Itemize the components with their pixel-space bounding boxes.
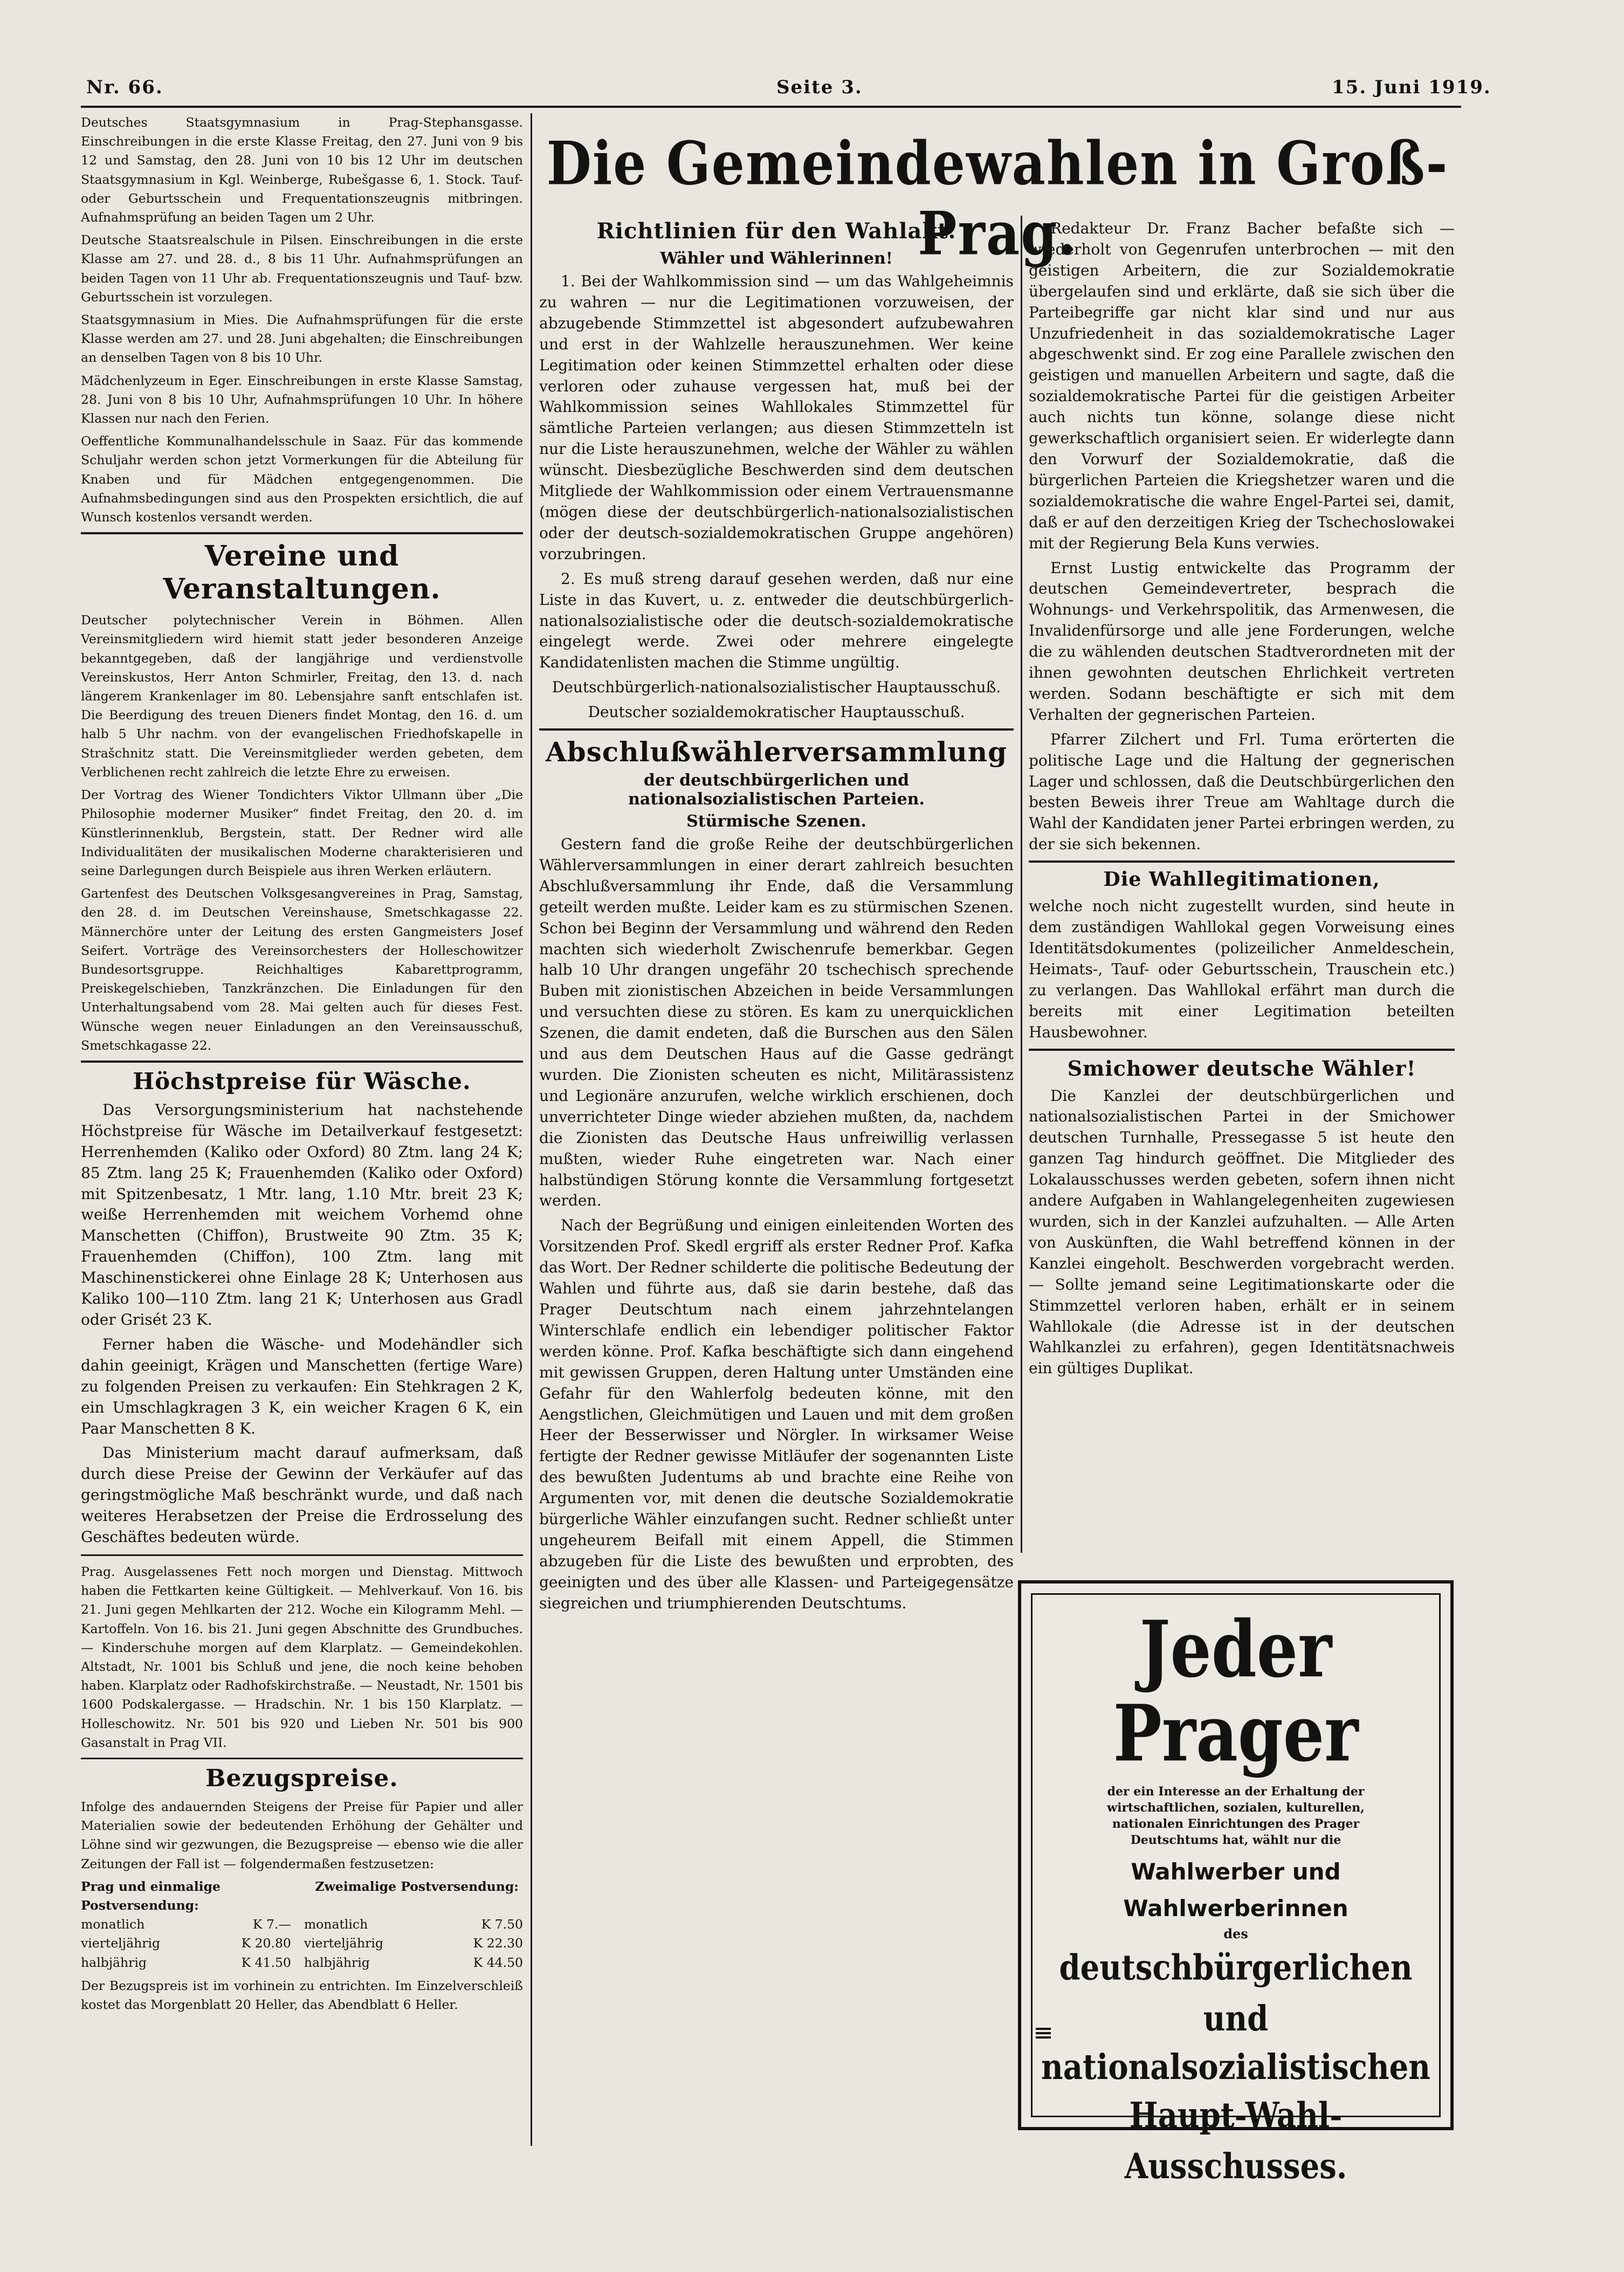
column-rule-1 [531, 113, 532, 2146]
bezugspreise-row-label: vierteljährig [81, 1936, 161, 1951]
ad-party-line-1: deutschbürgerlichen und [1059, 1947, 1413, 2040]
versammlung-paragraph: Pfarrer Zilchert und Frl. Tuma erörterten die politische Lage und die Haltung der gegnerischen Lager und schlossen, daß die Deutschbürgerlichen den besten Beweis ihrer Treue am Wahltage durch die Wahl der Kandidaten jener Partei erbringen werden, zu der sie sich bekennen. [1029, 730, 1455, 853]
bezugspreise-row [81, 1934, 523, 1953]
signature-2: Deutscher sozialdemokratischer Hauptausschuß. [588, 703, 965, 721]
richtlinien-section [539, 271, 1014, 723]
school-notice: Deutsche Staatsrealschule in Pilsen. Einschreibungen in die erste Klasse am 27. und 28. d., 8 bis 11 Uhr. Aufnahmsprüfungen an beiden Tagen von 11 Uhr ab. Frequentationszeugnis und Tauf- bzw. Geburtsschein ist vorzulegen. [81, 232, 523, 305]
bezugspreise-footer: Der Bezugspreis ist im vorhinein zu entrichten. Im Einzelverschleiß kostet das Morgenblatt 20 Heller, das Abendblatt 6 Heller. [81, 1978, 523, 2013]
legitimationen-paragraph: welche noch nicht zugestellt wurden, sind heute in dem zuständigen Wahllokal gegen Vorweisung eines Identitätsdokumentes (polizeilicher Anmeldeschein, Heimats-, Tauf- oder Geburtsschein, Trauschein etc.) zu verlangen. Das Wahllokal erfährt man durch die bereits mit einer Legitimation beteilten Hausbewohner. [1029, 897, 1455, 1041]
ad-title: Jeder Prager [1113, 1603, 1359, 1779]
section-rule [81, 1554, 523, 1556]
issue-number: Nr. 66. [86, 77, 163, 98]
versammlung-continued [1029, 218, 1455, 855]
section-rule [1029, 1049, 1455, 1051]
legitimationen-heading: Die Wahllegitimationen, [1103, 868, 1380, 891]
main-headline: Die Gemeindewahlen in Groß-Prag. [546, 128, 1449, 268]
abschluss-subheading-2: Stürmische Szenen. [686, 812, 866, 831]
ad-party-line-3: Haupt-Wahl-Ausschusses. [1124, 2095, 1347, 2187]
section-rule [81, 1061, 523, 1063]
section-rule [81, 1758, 523, 1759]
bezugspreise-row-right: K 22.30 [473, 1936, 523, 1951]
richtlinien-paragraph: 1. Bei der Wahlkommission sind — um das Wahlgeheimnis zu wahren — nur die Legitimationen vorzuweisen, der abzugebende Stimmzettel ist abgesondert aufzubewahren und erst in der Wahlzelle herauszunehmen. Wer keine Legitimation oder keinen Stimmzettel erhalten oder diese verloren oder zuhause vergessen hat, muß bei der Wahlkommission seines Wahllokales Stimmzettel für sämtliche Parteien verlangen; aus diesen Stimmzetteln ist nur die Liste herauszunehmen, welche der Wähler zu wählen wünscht. Diesbezügliche Beschwerden sind dem deutschen Mitgliede der Wahlkommission oder einem Vertrauensmanne (mögen diese der deutschbürgerlich-nationalsozialistischen oder der deutsch-sozialdemokratischen Gruppe angehören) vorzubringen. [539, 272, 1014, 563]
signature-1: Deutschbürgerlich-nationalsozialistischer Hauptausschuß. [552, 678, 1001, 697]
page-number: Seite 3. [776, 77, 863, 98]
right-column [1029, 218, 1455, 1566]
vereine-notice: Deutscher polytechnischer Verein in Böhmen. Allen Vereinsmitgliedern wird hiemit statt jeder besonderen Anzeige bekanntgegeben, daß der langjährige und verdienstvolle Vereinskustos, Herr Anton Schmirler, Freitag, den 13. d. nach längerem Krankenlager im 80. Lebensjahre sanft entschlafen ist. Die Beerdigung des treuen Dieners findet Montag, den 16. d. um halb 5 Uhr nachm. von der evangelischen Friedhofskapelle in Strašchnitz statt. Die Vereinsmitglieder werden gebeten, dem Verblichenen recht zahlreich die letzte Ehre zu erweisen. [81, 612, 523, 780]
bezugspreise-row-left: K 7.— [252, 1917, 291, 1932]
vereine-notice: Der Vortrag des Wiener Tondichters Viktor Ullmann über „Die Philosophie moderner Musiker“ findet Freitag, den 20. d. im Künstlerinnenklub, Bergstein, statt. Der Redner wird alle Individualitäten der musikalischen Moderne charakterisieren und seine Darlegungen durch Beispiele aus ihren Werken erläutern. [81, 787, 523, 878]
bezugspreise-row-label: monatlich [81, 1917, 145, 1932]
vereine-section [81, 611, 523, 1055]
bezugspreise-head-left: Prag und einmalige Postversendung: [81, 1878, 221, 1913]
bezugspreise-table-header [81, 1877, 523, 1915]
richtlinien-paragraph: 2. Es muß streng darauf gesehen werden, daß nur eine Liste in das Kuvert, u. z. entweder die deutschbürgerlich-nationalsozialistische oder die deutsch-sozialdemokratische eingelegt werde. Zwei oder mehrere eingelegte Kandidatenlisten machen die Stimme ungültig. [539, 569, 1014, 672]
ad-body: der ein Interesse an der Erhaltung der wirtschaftlichen, sozialen, kulturellen, nationalen Einrichtungen des Prager Deutschtums hat, wählt nur die [1107, 1785, 1365, 1847]
smichow-paragraph: Die Kanzlei der deutschbürgerlichen und nationalsozialistischen Partei in der Smichower deutschen Turnhalle, Pressegasse 5 ist heute den ganzen Tag hindurch geöffnet. Die Mitglieder des Lokalausschusses werden gebeten, sofern ihnen nicht andere Aufgaben in Wahlangelegenheiten zugewiesen wurden, sich in der Kanzlei aufzuhalten. — Alle Arten von Auskünften, die Wahl betreffend können in der Kanzlei eingeholt. Beschwerden vorgebracht werden. — Sollte jemand seine Legitimationskarte oder die Stimmzettel verloren haben, erhält er in seinem Wahllokale (die Adresse ist in der deutschen Wahlkanzlei zu erfahren), gegen Identitätsnachweis ein gültiges Duplikat. [1029, 1086, 1455, 1378]
section-rule [81, 532, 523, 534]
ad-candidates-line-2: Wahlwerberinnen [1123, 1895, 1348, 1922]
school-notice: Mädchenlyzeum in Eger. Einschreibungen in erste Klasse Samstag, 28. Juni von 8 bis 10 Uhr, Aufnahmsprüfungen 10 Uhr. In höhere Klassen nur nach den Ferien. [81, 373, 523, 426]
bezugspreise-row [81, 1915, 523, 1934]
versammlung-paragraph: Redakteur Dr. Franz Bacher befaßte sich — wiederholt von Gegenrufen unterbrochen — mit den geistigen Arbeitern, die zur Sozialdemokratie übergelaufen sind und erklärte, daß sie sich über die Parteibegriffe gar nicht klar sind und nur aus Unzufriedenheit in das sozialdemokratische Lager abgeschwenkt sind. Er zog eine Parallele zwischen den geistigen und manuellen Arbeitern und sagte, daß die sozialdemokratische Partei für die geistigen Arbeiter auch nichts tun könne, solange diese nicht gewerkschaftlich organisiert seien. Er widerlegte dann den Vorwurf der Sozialdemokratie, daß die bürgerlichen Parteien die Kriegshetzer waren und die sozialdemokratische die wahre Engel-Partei sei, damit, daß er auf den derzeitigen Krieg der Tschechoslowakei mit der Regierung Bela Kuns verwies. [1029, 219, 1455, 552]
school-notice: Oeffentliche Kommunalhandelsschule in Saaz. Für das kommende Schuljahr werden schon jetzt Vormerkungen für die Abteilung für Knaben und für Mädchen entgegengenommen. Die Aufnahmsbedingungen sind aus den Prospekten ersichtlich, die auf Wunsch kostenlos versandt werden. [81, 433, 523, 525]
ad-decorative-bar [1036, 2028, 1051, 2030]
bezugspreise-row-left: K 41.50 [241, 1954, 291, 1970]
smichow-heading: Smichower deutsche Wähler! [1067, 1056, 1416, 1080]
school-notices [81, 113, 523, 527]
bezugspreise-row [81, 1953, 523, 1972]
abschluss-heading: Abschlußwählerversammlung [545, 736, 1008, 768]
bezugspreise-row-right: K 44.50 [473, 1954, 523, 1970]
bezugspreise-row-label: halbjährig [304, 1954, 370, 1970]
ad-candidates-line-1: Wahlwerber und [1131, 1858, 1341, 1885]
local-notices [81, 1562, 523, 1752]
richtlinien-subheading: Wähler und Wählerinnen! [660, 249, 893, 268]
section-rule [539, 728, 1014, 731]
vereine-heading: Vereine und Veranstaltungen. [163, 540, 441, 606]
bezugspreise-row-right: K 7.50 [481, 1917, 523, 1932]
legitimationen-section [1029, 896, 1455, 1043]
school-notice: Deutsches Staatsgymnasium in Prag-Stephansgasse. Einschreibungen in die erste Klasse Freitag, den 27. Juni von 9 bis 12 und Samstag, den 28. Juni von 10 bis 12 Uhr im deutschen Staatsgymnasium in Kgl. Weinberge, Rubešgasse 6, 1. Stock. Tauf- oder Geburtsschein und Frequentationszeugnis mitbringen. Aufnahmsprüfung an beiden Tagen um 2 Uhr. [81, 115, 523, 225]
section-rule [1029, 860, 1455, 863]
issue-date: 15. Juni 1919. [1332, 77, 1491, 98]
middle-column [539, 218, 1014, 2146]
ad-party-line-2: nationalsozialistischen [1041, 2047, 1430, 2088]
abschluss-section [539, 834, 1014, 1614]
left-column [81, 113, 523, 2146]
ad-decorative-bar [1036, 2036, 1051, 2039]
bezugspreise-heading: Bezugspreise. [205, 1765, 398, 1792]
bezugspreise-row-label: halbjährig [81, 1954, 147, 1970]
header-rule [81, 106, 1461, 108]
abschluss-subheading: der deutschbürgerlichen und nationalsozialistischen Parteien. [628, 771, 925, 809]
local-notice: Prag. Ausgelassenes Fett noch morgen und Dienstag. Mittwoch haben die Fettkarten keine Gültigkeit. — Mehlverkauf. Von 16. bis 21. Juni gegen Mehlkarten der 212. Woche ein Kilogramm Mehl. — Kartoffeln. Von 16. bis 21. Juni gegen Abschnitte des Grundbuches. — Kinderschuhe morgen auf dem Klarplatz. — Gemeindekohlen. Altstadt, Nr. 1001 bis Schluß und jene, die noch keine behoben haben. Klarplatz oder Radhofskirchstraße. — Neustadt, Nr. 1501 bis 1600 Podskalergasse. — Hradschin. Nr. 1 bis 150 Klarplatz. — Holleschowitz. Nr. 501 bis 920 und Lieben Nr. 501 bis 900 Gasanstalt in Prag VII. [81, 1564, 523, 1750]
hoechstpreise-paragraph: Das Versorgungsministerium hat nachstehende Höchstpreise für Wäsche im Detailverkauf festgesetzt: Herrenhemden (Kaliko oder Oxford) 80 Ztm. lang 24 K; 85 Ztm. lang 25 K; Frauenhemden (Kaliko oder Oxford) mit Spitzenbesatz, 1 Mtr. lang, 1.10 Mtr. breit 23 K; weiße Herrenhemden mit weichem Vorhemd ohne Manschetten (Chiffon), Brustweite 90 Ztm. 35 K; Frauenhemden (Chiffon), 100 Ztm. lang mit Maschinenstickerei ohne Einlage 28 K; Unterhosen aus Kaliko 100—110 Ztm. lang 21 K; Unterhosen aus Gradl oder Grisét 23 K. [81, 1100, 523, 1328]
bezugspreise-row-left: K 20.80 [241, 1936, 291, 1951]
richtlinien-heading: Richtlinien für den Wahlakt. [596, 218, 956, 244]
advertisement-inner-frame [1031, 1593, 1441, 2187]
versammlung-paragraph: Ernst Lustig entwickelte das Programm der deutschen Gemeindevertreter, besprach die Wohnungs- und Verkehrspolitik, das Armenwesen, die Invalidenfürsorge und alle jene Forderungen, welche die zu wählenden deutschen Stadtverordneten mit der ihnen gewohnten deutschen Ehrlichkeit vertreten werden. Sodann beschäftigte er sich mit dem Verhalten der gegnerischen Parteien. [1029, 559, 1455, 724]
bezugspreise-head-right: Zweimalige Postversendung: [315, 1878, 519, 1894]
bezugspreise-intro: Infolge des andauernden Steigens der Preise für Papier und aller Materialien sowie der bedeutenden Erhöhung der Gehälter und Löhne sind wir gezwungen, die Bezugspreise — ebenso wie die aller Zeitungen der Fall ist — folgendermaßen festzusetzen: [81, 1799, 523, 1871]
hoechstpreise-heading: Höchstpreise für Wäsche. [133, 1068, 471, 1094]
column-rule-2 [1021, 216, 1022, 1553]
school-notice: Staatsgymnasium in Mies. Die Aufnahmsprüfungen für die erste Klasse werden am 27. und 28. Juni abgehalten; die Einschreibungen an denselben Tagen von 8 bis 10 Uhr. [81, 312, 523, 366]
hoechstpreise-section [81, 1100, 523, 1548]
ad-decorative-bar [1036, 2032, 1051, 2034]
hoechstpreise-paragraph: Das Ministerium macht darauf aufmerksam, daß durch diese Preise der Gewinn der Verkäufer auf das geringstmögliche Maß beschränkt wurde, und daß nach weiteres Herabsetzen der Preise die Erdrosselung des Geschäftes bedeuten würde. [81, 1444, 523, 1546]
bezugspreise-section [81, 1798, 523, 2014]
abschluss-paragraph: Nach der Begrüßung und einigen einleitenden Worten des Vorsitzenden Prof. Skedl ergriff als erster Redner Prof. Kafka das Wort. Der Redner schilderte die politische Bedeutung der Wahlen und führte aus, daß sie darin bestehe, daß das Prager Deutschtum nach einem jahrzehntelangen Winterschlafe endlich ein lebendiger politischer Faktor werden könne. Prof. Kafka beschäftigte sich dann eingehend mit gewissen Gruppen, deren Haltung unter Umständen eine Gefahr für den Wahlerfolg bedeuten könne, mit den Aengstlichen, Gleichmütigen und Lauen und mit dem großen Heer der Besserwisser und Nörgler. In wirksamer Weise fertigte der Redner gewisse Mitläufer der sogenannten Liste des bewußten Judentums ab und brachte eine Reihe von Argumenten vor, mit denen die deutsche Sozialdemokratie bürgerliche Wähler einzufangen sucht. Redner schließt unter ungeheurem Beifall mit einem Appell, die Stimmen abzugeben für die Liste des bewußten und erprobten, des geeinigten und des über alle Klassen- und Parteigegensätze siegreichen und triumphierenden Deutschtums. [539, 1216, 1014, 1612]
vereine-notice: Gartenfest des Deutschen Volksgesangvereines in Prag, Samstag, den 28. d. im Deutschen Vereinshause, Smetschkagasse 22. Männerchöre unter der Leitung des ersten Gangmeisters Josef Seifert. Vorträge des Vereinsorchesters der Holleschowitzer Bundesortsgruppe. Reichhaltiges Kabarettprogramm, Preiskegelschieben, Tanzkränzchen. Die Einladungen für den Unterhaltungsabend vom 28. Mai gelten auch für dieses Fest. Wünsche wegen neuer Einladungen an den Vereinsausschuß, Smetschkagasse 22. [81, 886, 523, 1053]
election-advertisement [1018, 1580, 1454, 2187]
hoechstpreise-paragraph: Ferner haben die Wäsche- und Modehändler sich dahin geeinigt, Krägen und Manschetten (fertige Ware) zu folgenden Preisen zu verkaufen: Ein Stehkragen 2 K, ein Umschlagkragen 3 K, ein weicher Kragen 6 K, ein Paar Manschetten 8 K. [81, 1335, 523, 1437]
ad-des: des [1223, 1926, 1248, 1941]
bezugspreise-row-label: monatlich [304, 1917, 368, 1932]
smichow-section [1029, 1086, 1455, 1380]
abschluss-paragraph: Gestern fand die große Reihe der deutschbürgerlichen Wählerversammlungen in einer derart zahlreich besuchten Abschlußversammlung ihr Ende, daß die Versammlung geteilt werden mußte. Leider kam es zu stürmischen Szenen. Schon bei Beginn der Versammlung und während den Reden machten sich wiederholt Zwischenrufe bemerkbar. Gegen halb 10 Uhr drangen ungefähr 20 tschechisch sprechende Buben mit zionistischen Abzeichen in beide Versammlungen und versuchten diese zu stören. Es kam zu unerquicklichen Szenen, die damit endeten, daß die Burschen aus den Sälen und aus dem Deutschen Haus auf die Gasse gedrängt wurden. Die Zionisten scheuten es nicht, Militärassistenz und Legionäre anzurufen, welche wirklich erschienen, doch unverrichteter Dinge wieder abziehen mußten, da, nachdem die Zionisten das Deutsche Haus unfreiwillig verlassen mußten, wieder Ruhe eingetreten war. Nach einer halbstündigen Störung konnte die Versammlung fortgesetzt werden. [539, 835, 1014, 1210]
bezugspreise-row-label: vierteljährig [304, 1936, 383, 1951]
